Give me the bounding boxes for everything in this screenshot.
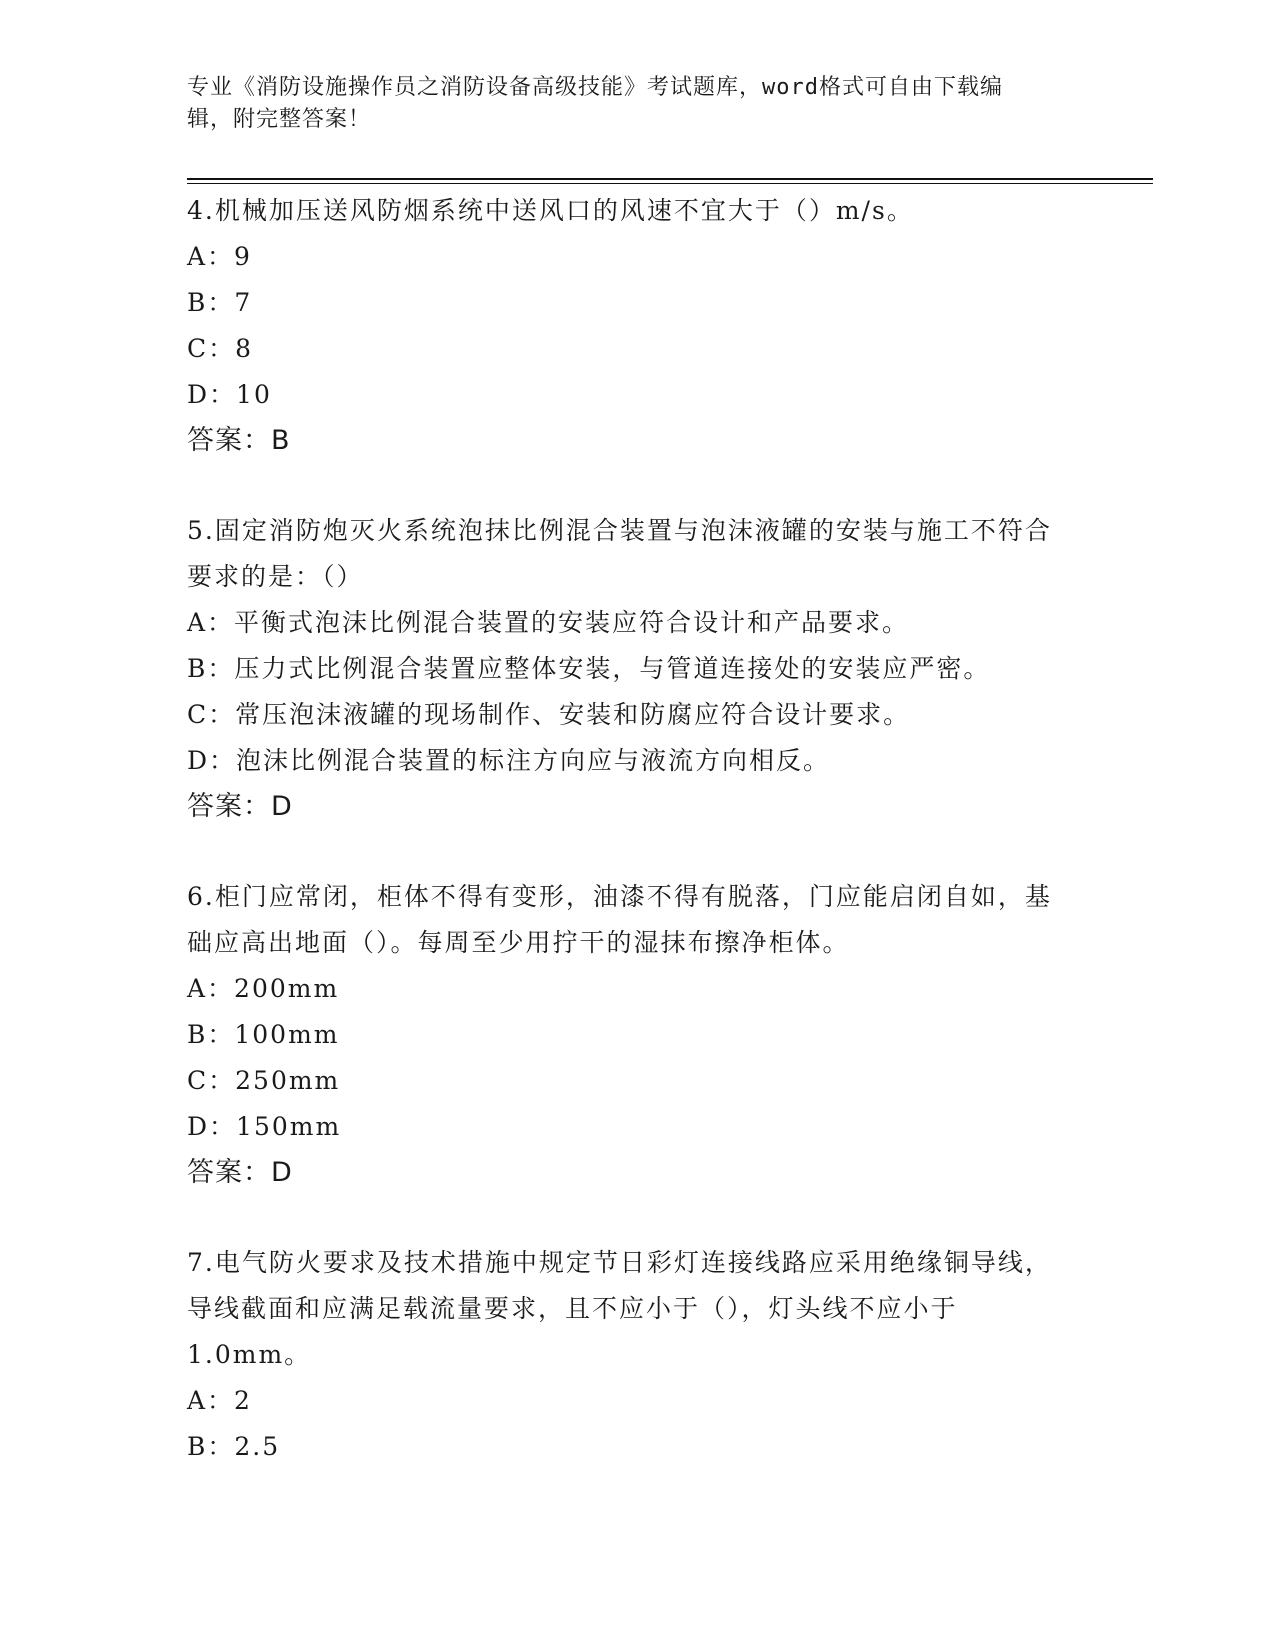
option-c: C：8 bbox=[187, 334, 254, 363]
question-stem: 5.固定消防炮灭火系统泡抹比例混合装置与泡沫液罐的安装与施工不符合要求的是：（） bbox=[187, 516, 1052, 591]
option-b: B：2.5 bbox=[187, 1432, 281, 1461]
question-stem: 6.柜门应常闭，柜体不得有变形，油漆不得有脱落，门应能启闭自如，基础应高出地面（）。每周至少用拧干的湿抹布擦净柜体。 bbox=[187, 882, 1052, 957]
question-6 bbox=[187, 874, 1067, 1196]
option-d: D：10 bbox=[187, 380, 272, 409]
option-a: A：9 bbox=[187, 242, 252, 271]
question-stem: 7.电气防火要求及技术措施中规定节日彩灯连接线路应采用绝缘铜导线，导线截面和应满足载流量要求，且不应小于（），灯头线不应小于1.0mm。 bbox=[187, 1248, 1052, 1369]
answer-line: 答案：D bbox=[187, 1157, 293, 1188]
header-divider-thick bbox=[187, 178, 1153, 180]
question-stem: 4.机械加压送风防烟系统中送风口的风速不宜大于（）m/s。 bbox=[187, 196, 914, 225]
option-c: C：250mm bbox=[187, 1066, 341, 1095]
option-c: C：常压泡沫液罐的现场制作、安装和防腐应符合设计要求。 bbox=[187, 700, 911, 729]
option-b: B：压力式比例混合装置应整体安装，与管道连接处的安装应严密。 bbox=[187, 654, 991, 683]
answer-line: 答案：D bbox=[187, 791, 293, 822]
intro-line-2: 辑，附完整答案！ bbox=[187, 107, 372, 132]
option-d: D：150mm bbox=[187, 1112, 342, 1141]
option-d: D：泡沫比例混合装置的标注方向应与液流方向相反。 bbox=[187, 746, 831, 775]
header-divider-thin bbox=[187, 183, 1153, 184]
option-a: A：2 bbox=[187, 1386, 252, 1415]
intro-text bbox=[187, 72, 1067, 136]
answer-line: 答案：B bbox=[187, 425, 291, 456]
intro-line-1: 专业《消防设施操作员之消防设备高级技能》考试题库，word格式可自由下载编 bbox=[187, 75, 1003, 100]
question-7 bbox=[187, 1240, 1067, 1470]
option-b: B：100mm bbox=[187, 1020, 340, 1049]
question-list bbox=[187, 188, 1067, 1470]
option-a: A：200mm bbox=[187, 974, 340, 1003]
question-4 bbox=[187, 188, 1067, 464]
option-a: A：平衡式泡沫比例混合装置的安装应符合设计和产品要求。 bbox=[187, 608, 910, 637]
option-b: B：7 bbox=[187, 288, 253, 317]
question-5 bbox=[187, 508, 1067, 830]
